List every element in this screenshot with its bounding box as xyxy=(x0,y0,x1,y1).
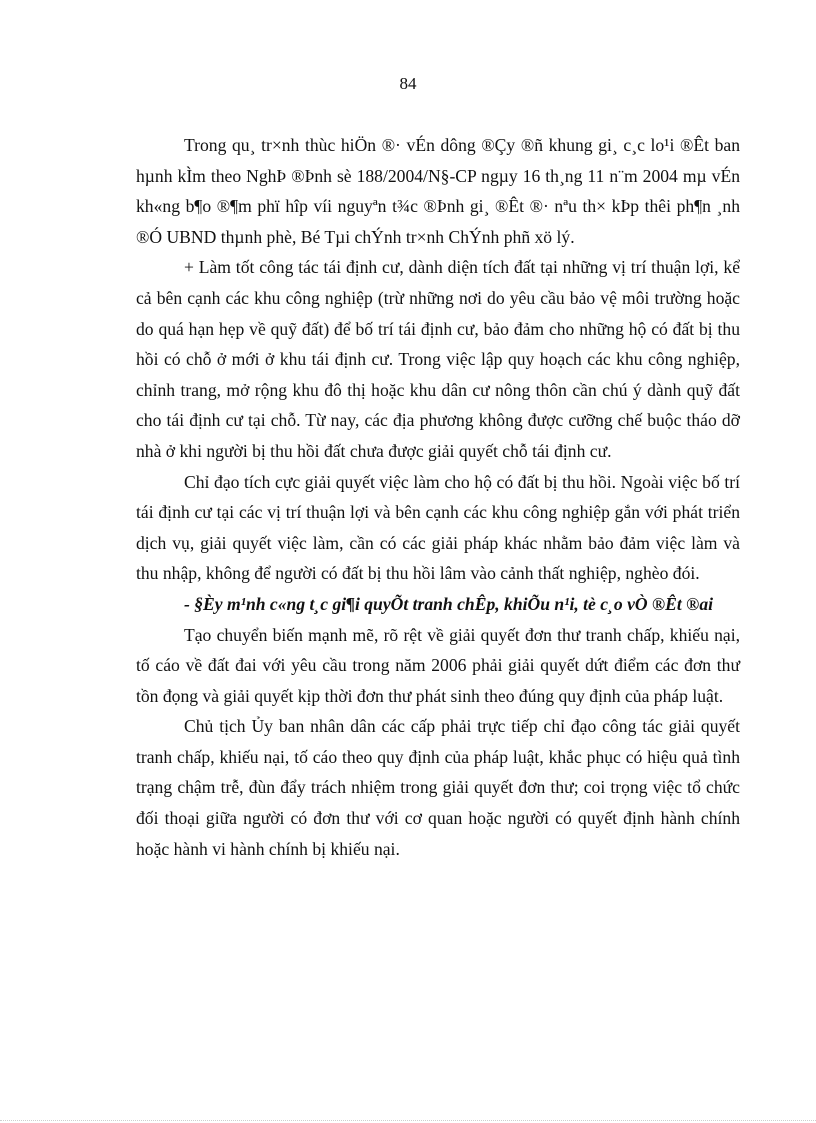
document-body xyxy=(136,130,740,864)
paragraph-complaints-resolution: Tạo chuyển biến mạnh mẽ, rõ rệt về giải quyết đơn thư tranh chấp, khiếu nại, tố cáo về đất đai với yêu cầu trong năm 2006 phải giải quyết dứt điểm các đơn thư tồn đọng và giải quyết kịp thời đơn thư phát sinh theo đúng quy định của pháp luật. xyxy=(136,624,740,706)
section-heading-disputes: - §Èy m¹nh c«ng t¸c gi¶i quyÕt tranh chÊp, khiÕu n¹i, tè c¸o vÒ ®Êt ®ai xyxy=(184,593,714,614)
paragraph-chairman-responsibility: Chủ tịch Ủy ban nhân dân các cấp phải trực tiếp chỉ đạo công tác giải quyết tranh chấp, khiếu nại, tố cáo theo quy định của pháp luật, khắc phục có hiệu quả tình trạng chậm trễ, đùn đẩy trách nhiệm trong giải quyết đơn thư; coi trọng việc tổ chức đối thoại giữa người có đơn thư với cơ quan hoặc người có quyết định hành chính hoặc hành vi hành chính bị khiếu nại. xyxy=(136,716,740,859)
paragraph-price-framework: Trong qu¸ tr×nh thùc hiÖn ®· vÉn dông ®Çy ®ñ khung gi¸ c¸c lo¹i ®Êt ban hµnh kÌm theo NghÞ ®Þnh sè 188/2004/N§-CP ngµy 16 th¸ng 11 n¨m 2004 mµ vÉn kh«ng b¶o ®¶m phï hîp víi nguyªn t¾c ®Þnh gi¸ ®Êt ®· nªu th× kÞp thêi ph¶n ¸nh ®Ó UBND thµnh phè, Bé Tµi chÝnh tr×nh ChÝnh phñ xö lý. xyxy=(136,135,740,247)
paragraph-resettlement: + Làm tốt công tác tái định cư, dành diện tích đất tại những vị trí thuận lợi, kể cả bên cạnh các khu công nghiệp (trừ những nơi do yêu cầu bảo vệ môi trường hoặc do quá hạn hẹp về quỹ đất) để bố trí tái định cư, bảo đảm cho những hộ có đất bị thu hồi có chỗ ở mới ở khu tái định cư. Trong việc lập quy hoạch các khu công nghiệp, chỉnh trang, mở rộng khu đô thị hoặc khu dân cư nông thôn cần chú ý dành quỹ đất cho tái định cư tại chỗ. Từ nay, các địa phương không được cưỡng chế buộc tháo dỡ nhà ở khi người bị thu hồi đất chưa được giải quyết chỗ tái định cư. xyxy=(136,257,740,461)
page-bottom-divider xyxy=(0,1120,816,1121)
paragraph-employment: Chỉ đạo tích cực giải quyết việc làm cho hộ có đất bị thu hồi. Ngoài việc bố trí tái định cư tại các vị trí thuận lợi và bên cạnh các khu công nghiệp gắn với phát triển dịch vụ, giải quyết việc làm, cần có các giải pháp khác nhằm bảo đảm việc làm và thu nhập, không để người có đất bị thu hồi lâm vào cảnh thất nghiệp, nghèo đói. xyxy=(136,471,740,584)
page-number: 84 xyxy=(399,74,417,93)
